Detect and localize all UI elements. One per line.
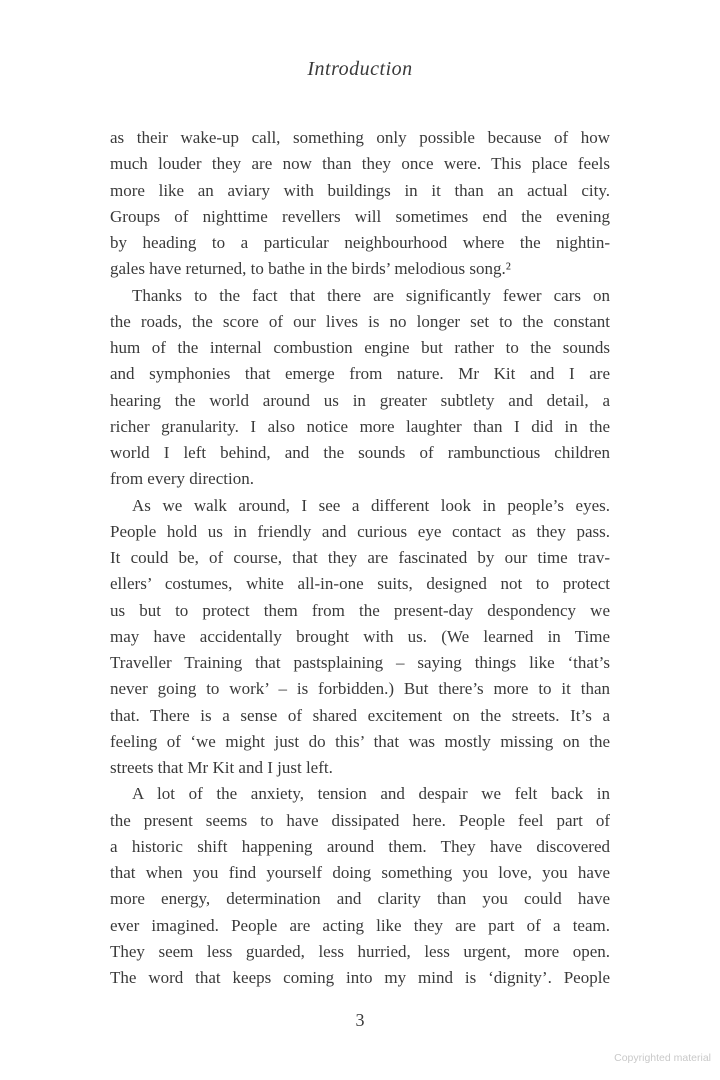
text-line: People hold us in friendly and curious eye contact as they pass. <box>110 521 610 541</box>
text-line: and symphonies that emerge from nature. Mr Kit and I are <box>110 364 610 384</box>
text-line: ever imagined. People are acting like they are part of a team. <box>110 915 610 935</box>
text-line: hum of the internal combustion engine but rather to the sounds <box>110 338 610 357</box>
text-line: a historic shift happening around them. They have discovered <box>110 836 610 856</box>
text-line: that when you find yourself doing something you love, you have <box>110 863 610 882</box>
text-line: may have accidentally brought with us. (We learned in Time <box>110 626 610 646</box>
text-line: much louder they are now than they once were. This place feels <box>110 154 610 174</box>
chapter-heading: Introduction <box>307 58 413 80</box>
text-line: They seem less guarded, less hurried, less urgent, more open. <box>110 941 610 961</box>
text-line: world I left behind, and the sounds of rambunctious children <box>110 443 610 462</box>
copyright-watermark: Copyrighted material <box>614 1052 711 1064</box>
text-line: us but to protect them from the present-day despondency we <box>110 600 610 620</box>
text-line: more energy, determination and clarity than you could have <box>110 889 610 909</box>
text-line: Groups of nighttime revellers will sometimes end the evening <box>110 206 610 226</box>
text-line: never going to work’ – is forbidden.) But there’s more to it than <box>110 679 610 699</box>
page-number: 3 <box>355 1010 365 1030</box>
text-line: Thanks to the fact that there are significantly fewer cars on <box>132 285 610 305</box>
page-body-text <box>110 125 610 991</box>
text-line: It could be, of course, that they are fascinated by our time trav- <box>110 548 610 567</box>
text-line: ellers’ costumes, white all-in-one suits, designed not to protect <box>110 574 610 594</box>
text-line: as their wake-up call, something only possible because of how <box>110 128 610 147</box>
text-line: from every direction. <box>110 469 254 489</box>
text-line: the roads, the score of our lives is no longer set to the constant <box>110 311 610 331</box>
text-line: streets that Mr Kit and I just left. <box>110 758 333 777</box>
text-line: the present seems to have dissipated here. People feel part of <box>110 810 610 830</box>
text-line: Traveller Training that pastsplaining – saying things like ‘that’s <box>110 653 610 672</box>
text-line: gales have returned, to bathe in the birds’ melodious song.² <box>110 259 511 279</box>
text-line: richer granularity. I also notice more laughter than I did in the <box>110 416 610 436</box>
text-line: The word that keeps coming into my mind is ‘dignity’. People <box>110 968 610 987</box>
text-line: hearing the world around us in greater subtlety and detail, a <box>110 390 610 410</box>
text-line: by heading to a particular neighbourhood where the nightin- <box>110 233 610 252</box>
text-line: feeling of ‘we might just do this’ that was mostly missing on the <box>110 731 610 751</box>
text-line: more like an aviary with buildings in it than an actual city. <box>110 180 610 200</box>
text-line: that. There is a sense of shared excitement on the streets. It’s a <box>110 705 610 725</box>
text-line: As we walk around, I see a different look in people’s eyes. <box>132 495 610 515</box>
text-line: A lot of the anxiety, tension and despair we felt back in <box>132 784 610 804</box>
